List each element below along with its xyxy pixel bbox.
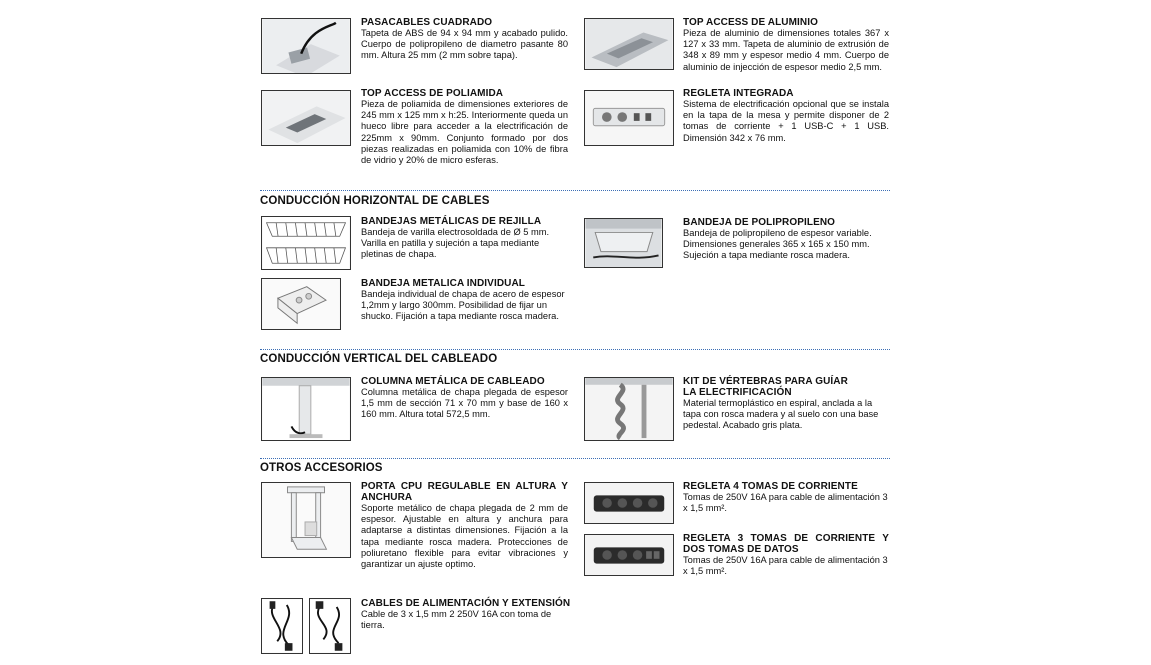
columna-cableado-title: COLUMNA METÁLICA DE CABLEADO	[361, 376, 545, 387]
regleta-4-tomas-desc: Tomas de 250V 16A para cable de alimentación 3 x 1,5 mm².	[683, 492, 888, 514]
cables-desc: Cable de 3 x 1,5 mm 2 250V 16A con toma de tierra.	[361, 609, 552, 631]
bandeja-individual-image	[261, 278, 341, 330]
regleta-integrada-image	[584, 90, 674, 146]
porta-cpu-image	[261, 482, 351, 558]
porta-cpu-title: PORTA CPU REGULABLE EN ALTURA Y ANCHURA	[361, 481, 568, 503]
cable-alimentacion-image	[261, 598, 303, 654]
bandeja-individual-title: BANDEJA METALICA INDIVIDUAL	[361, 278, 525, 289]
regleta-3-tomas-title: REGLETA 3 TOMAS DE CORRIENTE Y DOS TOMAS DE DATOS	[683, 533, 889, 555]
section-divider	[260, 190, 890, 191]
bandeja-polipropileno-desc: Bandeja de polipropileno de espesor variable. Dimensiones generales 365 x 165 x 150 mm. Sujeción a tapa mediante rosca madera.	[683, 228, 872, 261]
section-title-otros: OTROS ACCESORIOS	[260, 462, 383, 474]
section-divider	[260, 349, 890, 350]
regleta-integrada-title: REGLETA INTEGRADA	[683, 88, 794, 99]
kit-vertebras-image	[584, 377, 674, 441]
pasacables-cuadrado-title: PASACABLES CUADRADO	[361, 17, 493, 28]
columna-cableado-desc: Columna metálica de chapa plegada de espesor 1,5 mm de sección 71 x 70 mm y base de 160 x 160 mm. Altura total 572,5 mm.	[361, 387, 568, 420]
top-access-aluminio-image	[584, 18, 674, 70]
regleta-3-tomas-desc: Tomas de 250V 16A para cable de alimentación 3 x 1,5 mm².	[683, 555, 888, 577]
section-divider	[260, 458, 890, 459]
porta-cpu-desc: Soporte metálico de chapa plegada de 2 mm de espesor. Ajustable en altura y anchura para adaptarse a distintas dimensiones. Fijación a la tapa mediante rosca madera. Protecciones de poliuretano flexible para evitar vibraciones y garantizar un ajuste optimo.	[361, 503, 568, 570]
top-access-poliamida-title: TOP ACCESS DE POLIAMIDA	[361, 88, 504, 99]
section-title-vertical: CONDUCCIÓN VERTICAL DEL CABLEADO	[260, 353, 498, 365]
bandejas-rejilla-image	[261, 216, 351, 270]
cable-extension-image	[309, 598, 351, 654]
regleta-4-tomas-title: REGLETA 4 TOMAS DE CORRIENTE	[683, 481, 858, 492]
pasacables-cuadrado-image	[261, 18, 351, 74]
bandeja-polipropileno-image	[584, 218, 663, 268]
bandejas-rejilla-title: BANDEJAS METÁLICAS DE REJILLA	[361, 216, 542, 227]
regleta-3-tomas-image	[584, 534, 674, 576]
kit-vertebras-desc: Material termoplástico en espiral, anclada a la tapa con rosca madera y al suelo con una base pedestal. Acabado gris plata.	[683, 398, 879, 431]
pasacables-cuadrado-desc: Tapeta de ABS de 94 x 94 mm y acabado pulido. Cuerpo de polipropileno de diametro pasante 80 mm. Altura 25 mm (2 mm sobre tapa).	[361, 28, 568, 61]
top-access-aluminio-title: TOP ACCESS DE ALUMINIO	[683, 17, 818, 28]
top-access-aluminio-desc: Pieza de aluminio de dimensiones totales 367 x 127 x 33 mm. Tapeta de aluminio de extrusión de 348 x 89 mm y espesor medio 4 mm. Cuerpo de aluminio de injección de espesor medio 2,5 mm.	[683, 28, 889, 72]
bandeja-polipropileno-title: BANDEJA DE POLIPROPILENO	[683, 217, 836, 228]
columna-cableado-image	[261, 377, 351, 441]
bandeja-individual-desc: Bandeja individual de chapa de acero de espesor 1,2mm y largo 300mm. Posibilidad de fijar un shucko. Fijación a tapa mediante rosca madera.	[361, 289, 565, 322]
cables-title: CABLES DE ALIMENTACIÓN Y EXTENSIÓN	[361, 598, 571, 609]
regleta-integrada-desc: Sistema de electrificación opcional que se instala en la tapa de la mesa y permite disponer de 2 tomas de corriente + 1 USB-C + 1 USB. Dimensión 342 x 76 mm.	[683, 99, 889, 143]
top-access-poliamida-image	[261, 90, 351, 146]
bandejas-rejilla-desc: Bandeja de varilla electrosoldada de Ø 5 mm. Varilla en patilla y sujeción a tapa mediante pletinas de chapa.	[361, 227, 550, 260]
kit-vertebras-title: KIT DE VÉRTEBRAS PARA GUÍAR LA ELECTRIFICACIÓN	[683, 376, 848, 398]
regleta-4-tomas-image	[584, 482, 674, 524]
section-title-horizontal: CONDUCCIÓN HORIZONTAL DE CABLES	[260, 195, 490, 207]
top-access-poliamida-desc: Pieza de poliamida de dimensiones exteriores de 245 mm x 125 mm x h:25. Interiormente queda un hueco libre para acceder a la electrificación de 225mm x 90mm. Conjunto formado por dos piezas realizadas en poliamida con 10% de fibra de vidrio y 20% de micro esferas.	[361, 99, 568, 166]
